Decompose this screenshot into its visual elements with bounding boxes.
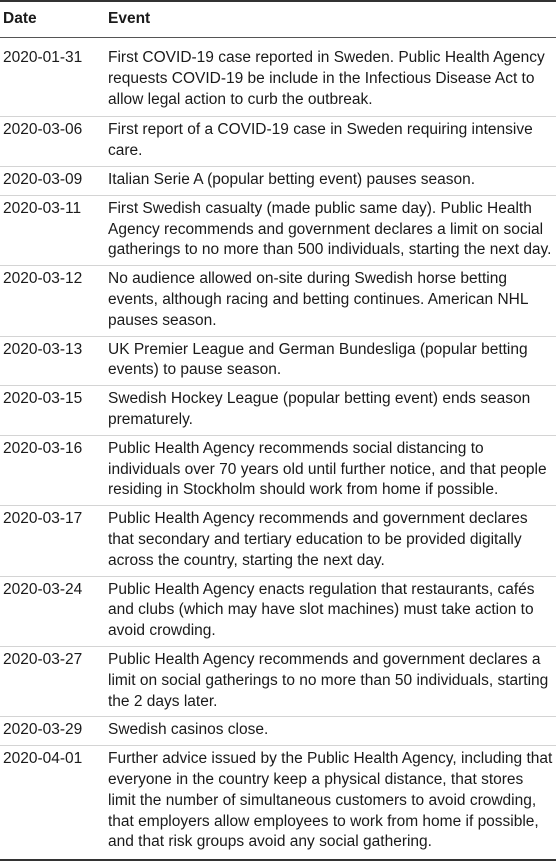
table-row <box>0 336 556 386</box>
table-row <box>0 166 556 195</box>
table-row <box>0 646 556 716</box>
row-date: 2020-03-11 <box>0 195 108 265</box>
table-row <box>0 506 556 576</box>
table-row <box>0 386 556 436</box>
row-event: First Swedish casualty (made public same day). Public Health Agency recommends and government declares a limit on social gatherings to no more than 500 individuals, starting the next day. <box>108 195 556 265</box>
row-event: No audience allowed on-site during Swedish horse betting events, although racing and betting continues. American NHL pauses season. <box>108 266 556 336</box>
row-date: 2020-03-17 <box>0 506 108 576</box>
row-event: Public Health Agency recommends and government declares that secondary and tertiary education to be provided digitally across the country, starting the next day. <box>108 506 556 576</box>
row-date: 2020-03-24 <box>0 576 108 646</box>
table-row <box>0 195 556 265</box>
row-date: 2020-03-16 <box>0 435 108 505</box>
table-header <box>0 1 556 38</box>
table-row <box>0 746 556 860</box>
row-event: Further advice issued by the Public Health Agency, including that everyone in the country keep a physical distance, that stores limit the number of simultaneous customers to avoid crowding, that employers allow employees to work from home if possible, and that risk groups avoid any social gathering. <box>108 746 556 860</box>
table-row <box>0 117 556 167</box>
row-event: Public Health Agency recommends social distancing to individuals over 70 years old until further notice, and that people residing in Stockholm should work from home if possible. <box>108 435 556 505</box>
table-row <box>0 717 556 746</box>
column-header-date: Date <box>0 1 108 38</box>
row-date: 2020-03-09 <box>0 166 108 195</box>
row-date: 2020-03-29 <box>0 717 108 746</box>
row-date: 2020-03-27 <box>0 646 108 716</box>
table-row <box>0 576 556 646</box>
row-event: First COVID-19 case reported in Sweden. Public Health Agency requests COVID-19 be include in the Infectious Disease Act to allow legal action to curb the outbreak. <box>108 38 556 117</box>
row-event: Public Health Agency enacts regulation that restaurants, cafés and clubs (which may have slot machines) must take action to avoid crowding. <box>108 576 556 646</box>
row-event: Swedish casinos close. <box>108 717 556 746</box>
row-event: UK Premier League and German Bundesliga (popular betting events) to pause season. <box>108 336 556 386</box>
row-event: Public Health Agency recommends and government declares a limit on social gatherings to no more than 50 individuals, starting the 2 days later. <box>108 646 556 716</box>
row-date: 2020-03-13 <box>0 336 108 386</box>
row-event: Swedish Hockey League (popular betting event) ends season prematurely. <box>108 386 556 436</box>
header-row <box>0 1 556 38</box>
row-date: 2020-03-15 <box>0 386 108 436</box>
row-event: First report of a COVID-19 case in Sweden requiring intensive care. <box>108 117 556 167</box>
row-date: 2020-03-06 <box>0 117 108 167</box>
column-header-event: Event <box>108 1 556 38</box>
table-body <box>0 38 556 861</box>
table-row <box>0 38 556 117</box>
table-row <box>0 266 556 336</box>
row-event: Italian Serie A (popular betting event) pauses season. <box>108 166 556 195</box>
row-date: 2020-03-12 <box>0 266 108 336</box>
table-row <box>0 435 556 505</box>
row-date: 2020-04-01 <box>0 746 108 860</box>
row-date: 2020-01-31 <box>0 38 108 117</box>
